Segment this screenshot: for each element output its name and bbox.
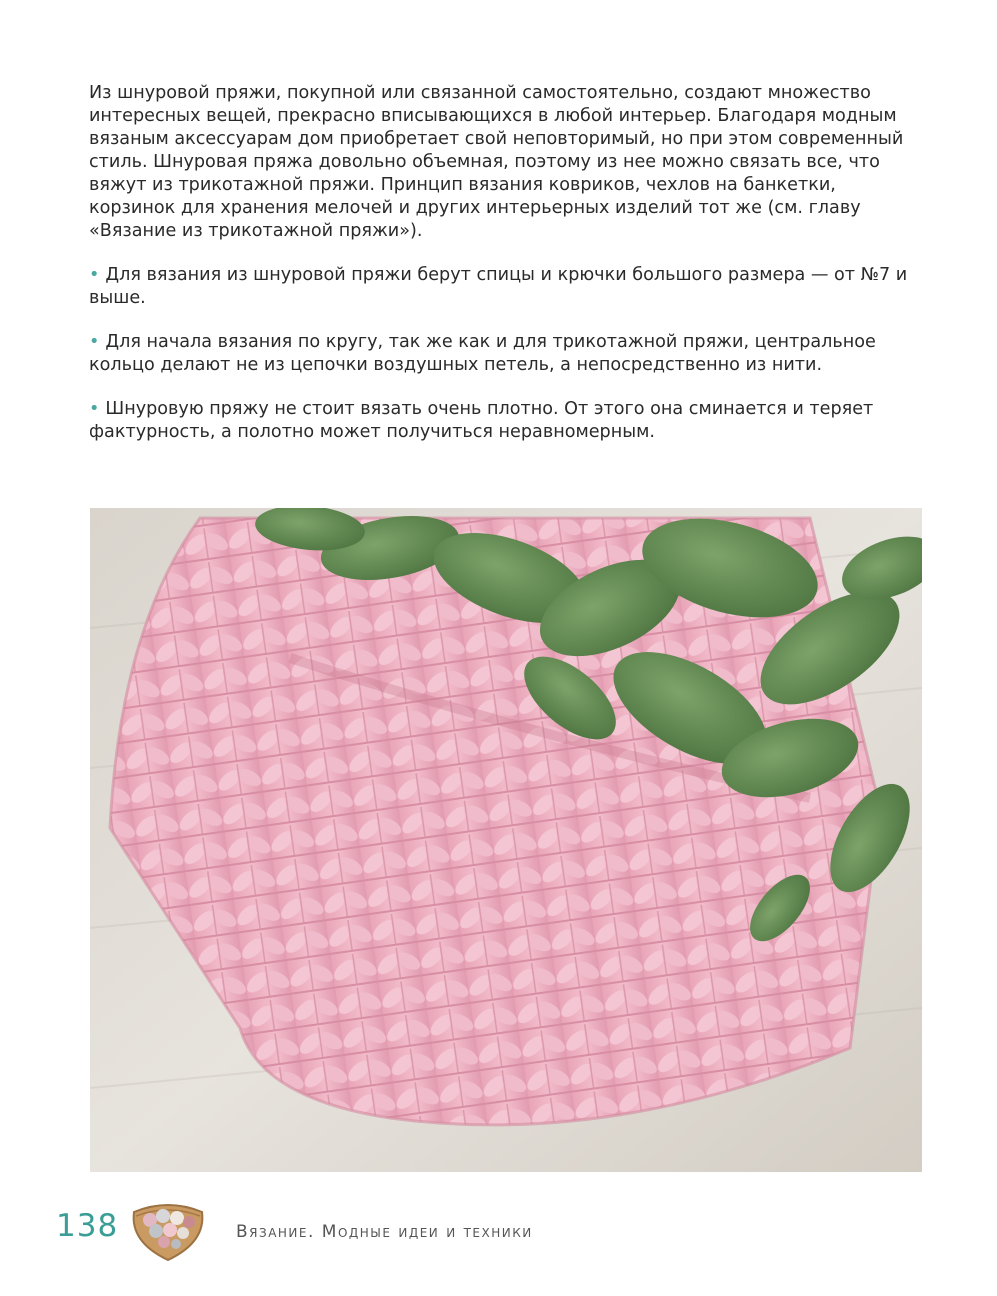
bullet-icon: • (89, 332, 100, 352)
bullet-icon: • (89, 265, 100, 285)
bullet-text: Для начала вязания по кругу, так же как и для трикотажной пряжи, центральное кольцо делают не из цепочки воздушных петель, а непосредственно из нити. (89, 332, 876, 375)
bullet-text: Для вязания из шнуровой пряжи берут спицы и крючки большого размера — от №7 и выше. (89, 265, 908, 308)
paragraph-intro (89, 82, 927, 243)
bullet-item-density (89, 398, 927, 444)
bullet-item-tools (89, 264, 927, 310)
paragraph-text: Из шнуровой пряжи, покупной или связанной самостоятельно, создают множество интересных вещей, прекрасно вписывающихся в любой интерьер. Благодаря модным вязаным аксессуарам дом приобретает свой неповторимый, но при этом современный стиль. Шнуровая пряжа довольно объемная, поэтому из нее можно связать все, что вяжут из трикотажной пряжи. Принцип вязания ковриков, чехлов на банкетки, корзинок для хранения мелочей и других интерьерных изделий тот же (см. главу «Вязание из трикотажной пряжи»). (89, 83, 904, 241)
yarn-basket-icon (128, 1194, 208, 1264)
bullet-text: Шнуровую пряжу не стоит вязать очень плотно. От этого она сминается и теряет фактурность, а полотно может получиться неравномерным. (89, 399, 874, 442)
page-footer (0, 1186, 997, 1266)
knitted-basket-photo (90, 508, 922, 1172)
bullet-icon: • (89, 399, 100, 419)
page-number: 138 (56, 1208, 119, 1244)
bullet-item-ring (89, 331, 927, 377)
body-text (89, 82, 927, 465)
book-title: Вязание. Модные идеи и техники (236, 1222, 533, 1242)
